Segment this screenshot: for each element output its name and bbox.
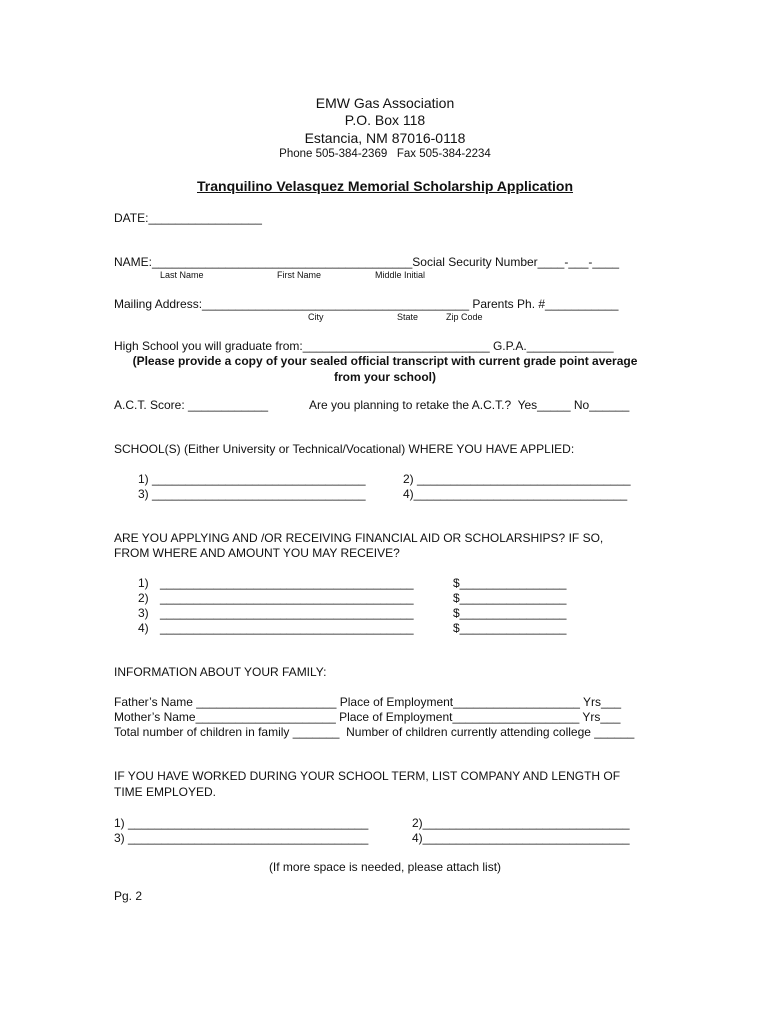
org-city: Estancia, NM 87016-0118 [304, 130, 466, 146]
aid-row-2-source[interactable]: ______________________________________ [160, 591, 414, 605]
school-field-3[interactable]: 3) ________________________________ [138, 487, 366, 501]
aid-row-3-amount[interactable]: $________________ [453, 606, 567, 620]
schools-heading: SCHOOL(S) (Either University or Technical/Vocational) WHERE YOU HAVE APPLIED: [114, 442, 575, 456]
aid-heading-cont: FROM WHERE AND AMOUNT YOU MAY RECEIVE? [114, 546, 400, 560]
transcript-note: (Please provide a copy of your sealed official transcript with current grade point average [132, 354, 638, 368]
middle-initial-label: Middle Initial [375, 270, 426, 280]
address-phone-line[interactable]: Mailing Address:________________________________________ Parents Ph. #___________ [114, 297, 619, 311]
state-label: State [397, 312, 419, 322]
aid-row-4-num: 4) [138, 621, 149, 635]
space-note: (If more space is needed, please attach list) [268, 860, 502, 874]
org-name: EMW Gas Association [315, 95, 455, 111]
highschool-gpa-line[interactable]: High School you will graduate from:____________________________ G.P.A._____________ [114, 339, 614, 353]
children-line[interactable]: Total number of children in family _______ Number of children currently attending college ______ [114, 725, 635, 739]
date-field[interactable]: DATE:_________________ [114, 211, 262, 225]
city-label: City [308, 312, 324, 322]
act-score-field[interactable]: A.C.T. Score: ____________ [114, 398, 269, 412]
aid-row-1-source[interactable]: ______________________________________ [160, 576, 414, 590]
aid-row-3-source[interactable]: ______________________________________ [160, 606, 414, 620]
work-field-1[interactable]: 1) ____________________________________ [114, 816, 369, 830]
aid-row-4-amount[interactable]: $________________ [453, 621, 567, 635]
aid-row-2-num: 2) [138, 591, 149, 605]
aid-row-3-num: 3) [138, 606, 149, 620]
name-ssn-line[interactable]: NAME:_______________________________________Social Security Number____-___-____ [114, 255, 620, 269]
aid-row-1-amount[interactable]: $________________ [453, 576, 567, 590]
mother-line[interactable]: Mother’s Name_____________________ Place of Employment___________________ Yrs___ [114, 710, 621, 724]
aid-row-2-amount[interactable]: $________________ [453, 591, 567, 605]
work-heading-cont: TIME EMPLOYED. [114, 785, 217, 799]
family-heading: INFORMATION ABOUT YOUR FAMILY: [114, 665, 327, 679]
transcript-note-cont: from your school) [333, 370, 436, 384]
page-number: Pg. 2 [114, 889, 143, 903]
zip-code-label: Zip Code [446, 312, 483, 322]
aid-heading: ARE YOU APPLYING AND /OR RECEIVING FINANCIAL AID OR SCHOLARSHIPS? IF SO, [114, 531, 604, 545]
last-name-label: Last Name [160, 270, 204, 280]
work-field-4[interactable]: 4)_______________________________ [412, 831, 630, 845]
school-field-1[interactable]: 1) ________________________________ [138, 472, 366, 486]
work-field-2[interactable]: 2)_______________________________ [412, 816, 630, 830]
form-title: Tranquilino Velasquez Memorial Scholarship Application [197, 178, 573, 194]
org-po-box: P.O. Box 118 [344, 112, 426, 128]
act-retake-question[interactable]: Are you planning to retake the A.C.T.? Yes_____ No______ [309, 398, 630, 412]
work-field-3[interactable]: 3) ____________________________________ [114, 831, 369, 845]
first-name-label: First Name [277, 270, 322, 280]
work-heading: IF YOU HAVE WORKED DURING YOUR SCHOOL TERM, LIST COMPANY AND LENGTH OF [114, 769, 621, 783]
father-line[interactable]: Father’s Name _____________________ Place of Employment___________________ Yrs___ [114, 695, 622, 709]
aid-row-4-source[interactable]: ______________________________________ [160, 621, 414, 635]
org-phone-fax: Phone 505-384-2369 Fax 505-384-2234 [279, 148, 491, 160]
school-field-4[interactable]: 4)________________________________ [403, 487, 628, 501]
school-field-2[interactable]: 2) ________________________________ [403, 472, 631, 486]
aid-row-1-num: 1) [138, 576, 149, 590]
